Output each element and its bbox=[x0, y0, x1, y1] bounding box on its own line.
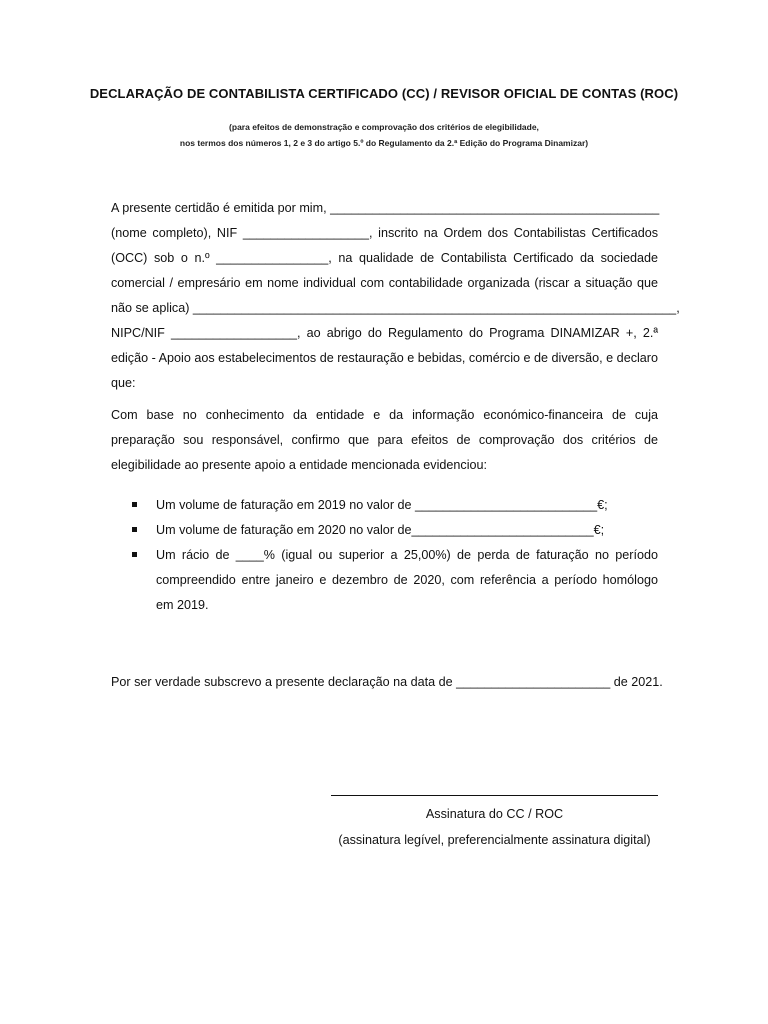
list-item-text: compreendido entre janeiro e dezembro de 2020, com referência a período homólogo bbox=[156, 573, 658, 587]
list-item bbox=[111, 493, 658, 518]
square-bullet-icon bbox=[132, 552, 137, 557]
list-item-text: Um rácio de ____% (igual ou superior a 25,00%) de perda de faturação no período bbox=[156, 548, 658, 562]
paragraph-line: preparação sou responsável, confirmo que para efeitos de comprovação dos critérios de bbox=[111, 433, 658, 447]
square-bullet-icon bbox=[132, 502, 137, 507]
list-item bbox=[111, 543, 658, 618]
signature-label: Assinatura do CC / ROC bbox=[425, 807, 564, 821]
paragraph-line: (OCC) sob o n.º ________________, na qualidade de Contabilista Certificado da sociedade bbox=[111, 251, 658, 265]
paragraph-line: NIPC/NIF __________________, ao abrigo do Regulamento do Programa DINAMIZAR +, 2.ª bbox=[111, 326, 658, 340]
list-item-text: em 2019. bbox=[156, 598, 209, 612]
paragraph-line: não se aplica) _____________________________________________________________________, bbox=[111, 301, 680, 315]
paragraph-line: elegibilidade ao presente apoio a entidade mencionada evidenciou: bbox=[111, 458, 487, 472]
document-title: DECLARAÇÃO DE CONTABILISTA CERTIFICADO (CC) / REVISOR OFICIAL DE CONTAS (ROC) bbox=[89, 86, 679, 101]
square-bullet-icon bbox=[132, 527, 137, 532]
paragraph-certification bbox=[111, 196, 680, 396]
document-subtitle-line-2: nos termos dos números 1, 2 e 3 do artigo 5.º do Regulamento da 2.ª Edição do Programa Dinamizar) bbox=[179, 138, 589, 148]
document-subtitle-line-1: (para efeitos de demonstração e comprovação dos critérios de elegibilidade, bbox=[229, 122, 539, 132]
paragraph-line: edição - Apoio aos estabelecimentos de restauração e bebidas, comércio e de diversão, e declaro bbox=[111, 351, 658, 365]
paragraph-line: comercial / empresário em nome individual com contabilidade organizada (riscar a situação que bbox=[111, 276, 658, 290]
paragraph-line: A presente certidão é emitida por mim, _______________________________________________ bbox=[111, 201, 660, 215]
paragraph-line: que: bbox=[111, 376, 136, 390]
criteria-list bbox=[111, 493, 658, 618]
signature-note: (assinatura legível, preferencialmente assinatura digital) bbox=[338, 833, 651, 847]
paragraph-line: (nome completo), NIF __________________, inscrito na Ordem dos Contabilistas Certificados bbox=[111, 226, 658, 240]
paragraph-line: Com base no conhecimento da entidade e da informação económico-financeira de cuja bbox=[111, 408, 658, 422]
list-item bbox=[111, 518, 658, 543]
signature-line bbox=[331, 795, 658, 796]
closing-statement: Por ser verdade subscrevo a presente declaração na data de ______________________ de 2021. bbox=[111, 675, 663, 689]
list-item-text: Um volume de faturação em 2019 no valor de __________________________€; bbox=[156, 498, 608, 512]
paragraph-basis bbox=[111, 403, 658, 478]
list-item-text: Um volume de faturação em 2020 no valor de__________________________€; bbox=[156, 523, 605, 537]
